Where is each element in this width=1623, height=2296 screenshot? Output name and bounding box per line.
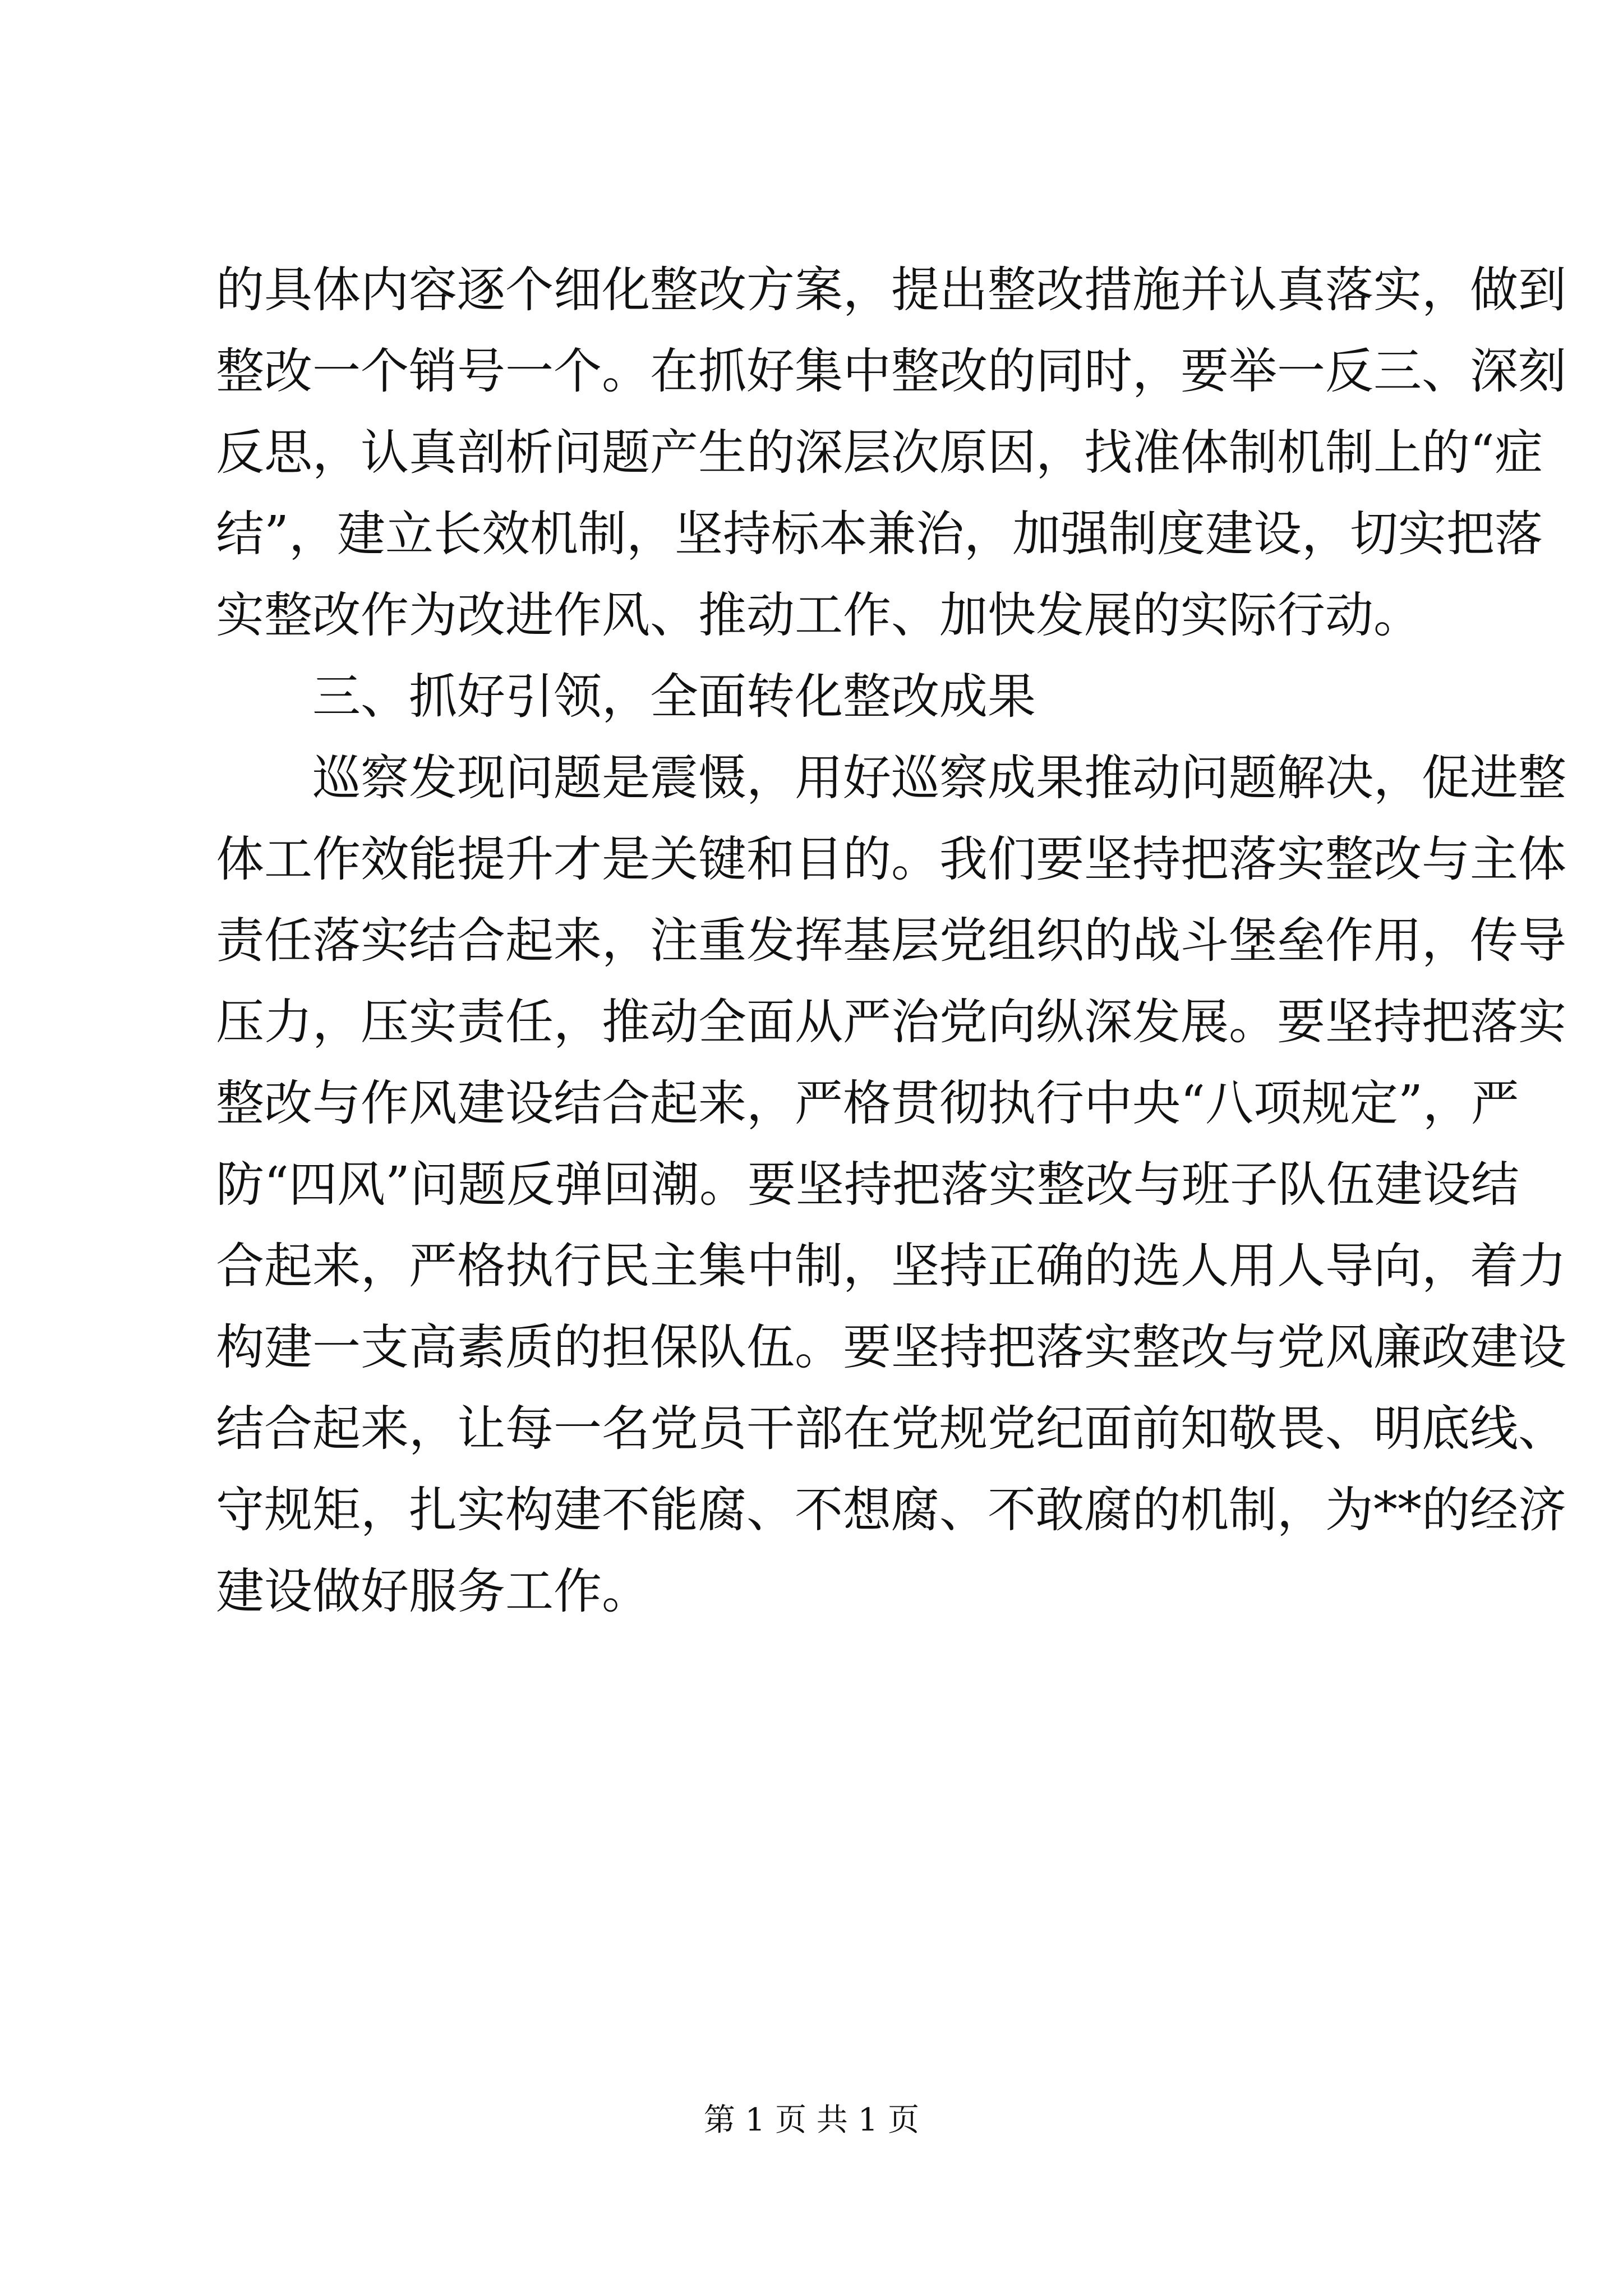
- text-line: 构建一支高素质的担保队伍。要坚持把落实整改与党风廉政建设: [216, 1319, 1566, 1375]
- text-line: 建设做好服务工作。: [216, 1563, 650, 1619]
- text-line: 结”，建立长效机制，坚持标本兼治，加强制度建设，切实把落: [216, 506, 1543, 562]
- text-line: 反思，认真剖析问题产生的深层次原因，找准体制机制上的“症: [216, 425, 1543, 481]
- text-line: 整改一个销号一个。在抓好集中整改的同时，要举一反三、深刻: [216, 343, 1566, 399]
- text-line: 整改与作风建设结合起来，严格贯彻执行中央“八项规定”，严: [216, 1075, 1519, 1131]
- text-line: 防“四风”问题反弹回潮。要坚持把落实整改与班子队伍建设结: [216, 1157, 1519, 1213]
- text-line: 巡察发现问题是震慑，用好巡察成果推动问题解决，促进整: [216, 750, 1566, 806]
- text-line: 压力，压实责任，推动全面从严治党向纵深发展。要坚持把落实: [216, 994, 1566, 1050]
- text-line: 守规矩，扎实构建不能腐、不想腐、不敢腐的机制，为**的经济: [216, 1482, 1566, 1538]
- text-line: 实整改作为改进作风、推动工作、加快发展的实际行动。: [216, 587, 1422, 643]
- text-line: 合起来，严格执行民主集中制，坚持正确的选人用人导向，着力: [216, 1238, 1566, 1294]
- text-line: 结合起来，让每一名党员干部在党规党纪面前知敬畏、明底线、: [216, 1401, 1566, 1457]
- text-line: 责任落实结合起来，注重发挥基层党组织的战斗堡垒作用，传导: [216, 913, 1566, 969]
- text-line: 体工作效能提升才是关键和目的。我们要坚持把落实整改与主体: [216, 831, 1566, 887]
- page-footer: 第 1 页 共 1 页: [703, 2102, 920, 2138]
- section-heading: 三、抓好引领，全面转化整改成果: [216, 669, 1036, 725]
- document-body: [216, 250, 1566, 1632]
- text-line: 的具体内容逐个细化整改方案，提出整改措施并认真落实，做到: [216, 262, 1566, 318]
